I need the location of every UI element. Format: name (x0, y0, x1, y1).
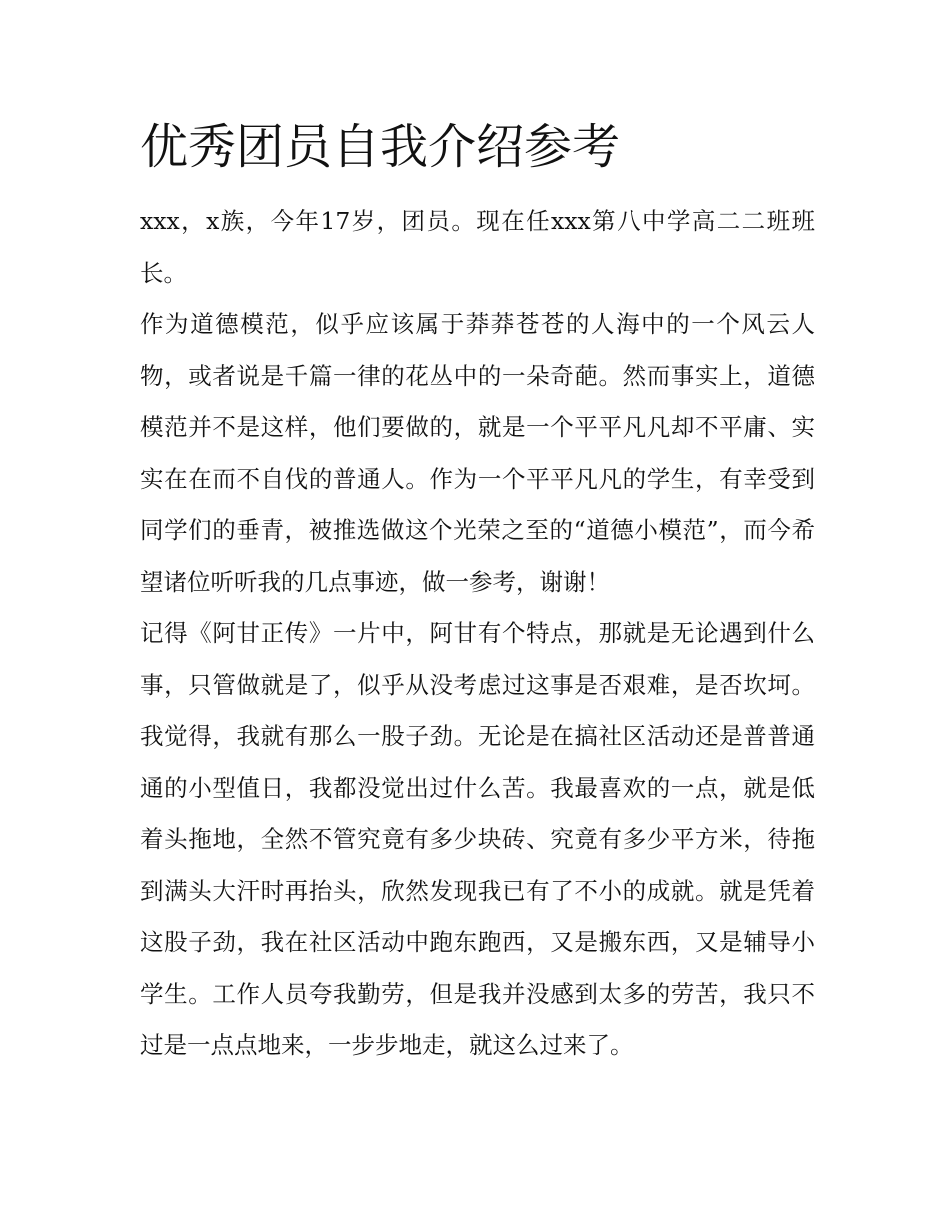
paragraph-forrest-gump: 记得《阿甘正传》一片中，阿甘有个特点，那就是无论遇到什么事，只管做就是了，似乎从没考虑过这事是否艰难，是否坎坷。我觉得，我就有那么一股子劲。无论是在搞社区活动还是普普通通的小型值日，我都没觉出过什么苦。我最喜欢的一点，就是低着头拖地，全然不管究竟有多少块砖、究竟有多少平方米，待拖到满头大汗时再抬头，欣然发现我已有了不小的成就。就是凭着这股子劲，我在社区活动中跑东跑西，又是搬东西，又是辅导小学生。工作人员夸我勤劳，但是我并没感到太多的劳苦，我只不过是一点点地来，一步步地走，就这么过来了。 (140, 619, 815, 1059)
document-title: 优秀团员自我介绍参考 (140, 119, 621, 175)
paragraph-moral-model: 作为道德模范，似乎应该属于莽莽苍苍的人海中的一个风云人物，或者说是千篇一律的花丛中的一朵奇葩。然而事实上，道德模范并不是这样，他们要做的，就是一个平平凡凡却不平庸、实实在在而不自伐的普通人。作为一个平平凡凡的学生，有幸受到同学们的垂青，被推选做这个光荣之至的“道德小模范”，而今希望诸位听听我的几点事迹，做一参考，谢谢！ (140, 310, 815, 596)
paragraph-intro: xxx，x族，今年17岁，团员。现在任xxx第八中学高二二班班长。 (140, 207, 815, 287)
document-content (140, 112, 815, 1072)
